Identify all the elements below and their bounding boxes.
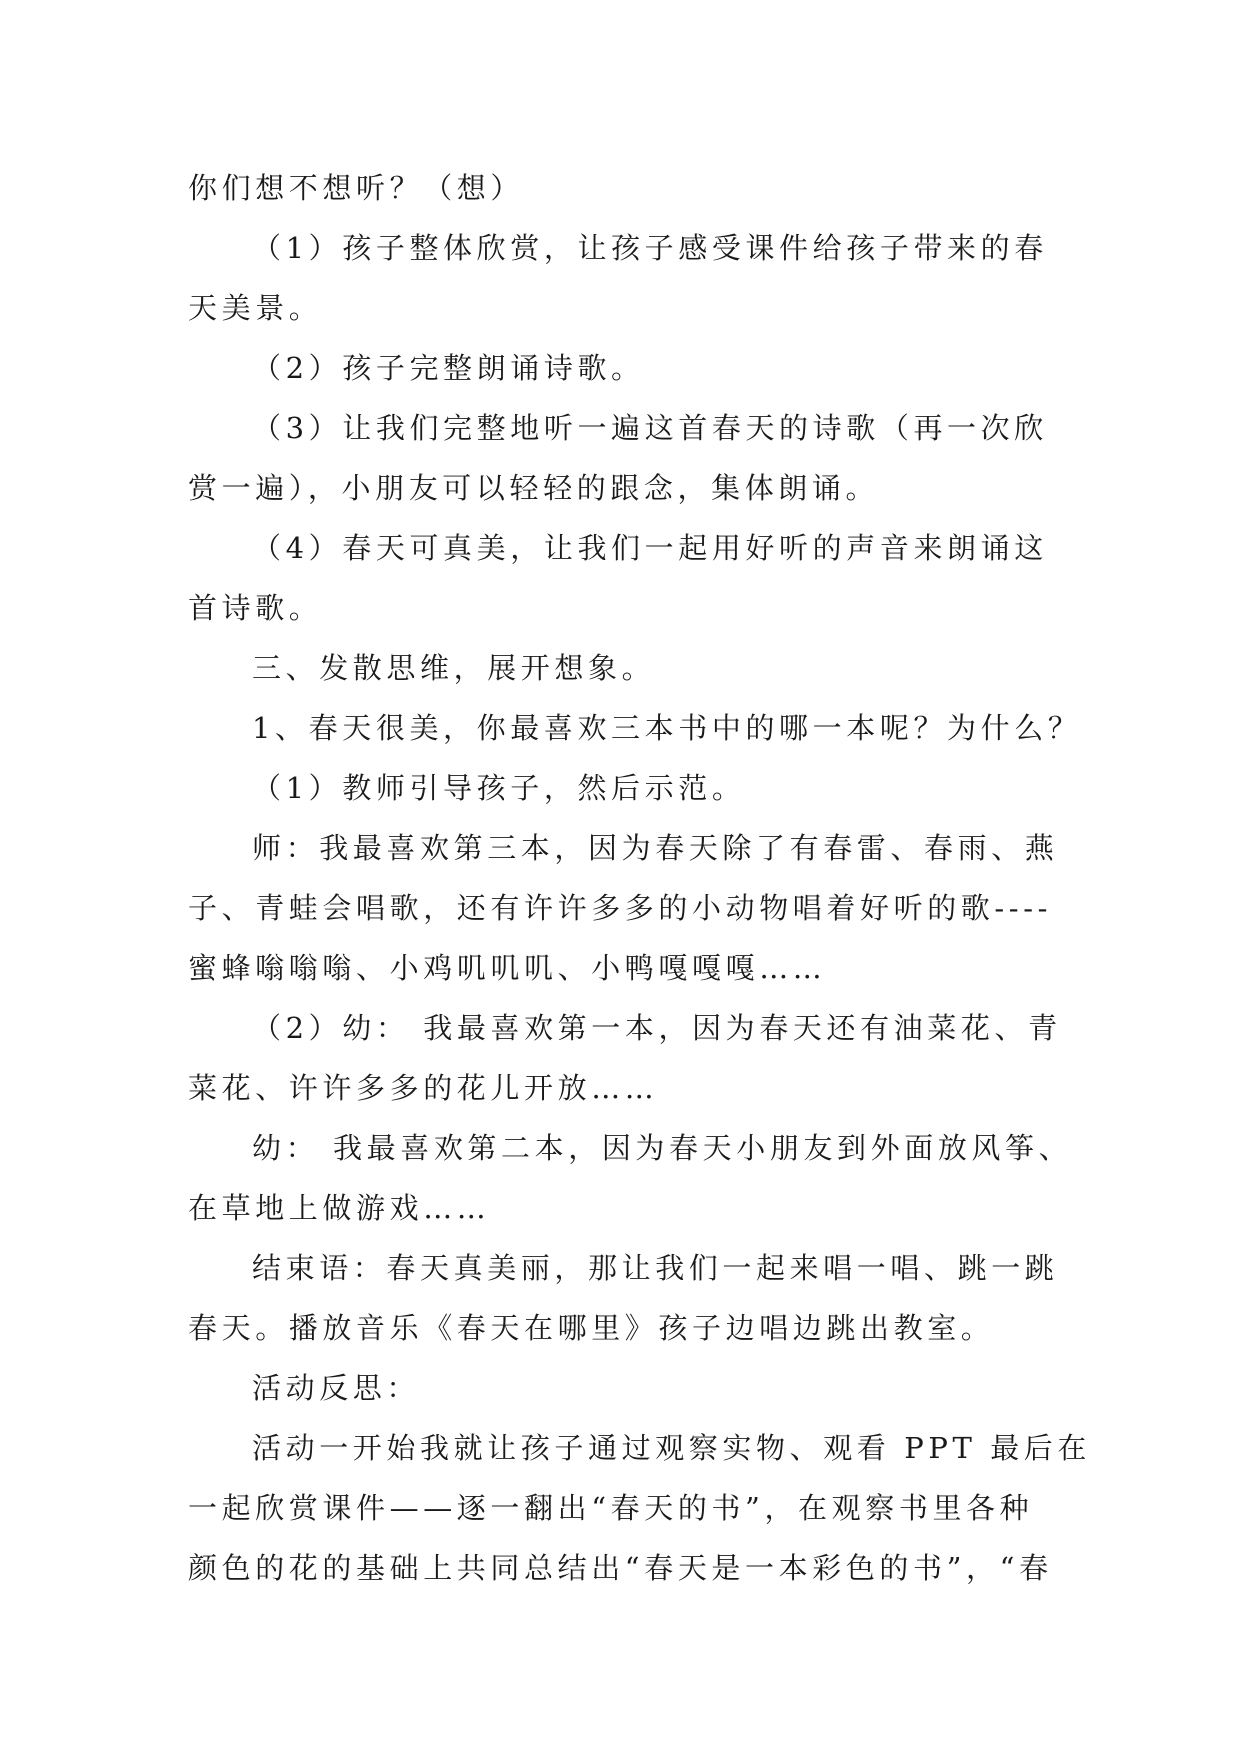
text-line: 颜色的花的基础上共同总结出“春天是一本彩色的书”，“春	[188, 1551, 1053, 1585]
text-line: （1）教师引导孩子，然后示范。	[252, 771, 746, 805]
text-line: 你们想不想听？（想）	[188, 171, 525, 205]
text-line: 幼： 我最喜欢第二本，因为春天小朋友到外面放风筝、	[252, 1131, 1073, 1165]
text-line: 春天。播放音乐《春天在哪里》孩子边唱边跳出教室。	[188, 1311, 995, 1345]
text-line: （3）让我们完整地听一遍这首春天的诗歌（再一次欣	[252, 411, 1048, 445]
text-line: 赏一遍），小朋友可以轻轻的跟念，集体朗诵。	[188, 471, 880, 505]
text-line: （4）春天可真美，让我们一起用好听的声音来朗诵这	[252, 531, 1048, 565]
text-line: 1、春天很美，你最喜欢三本书中的哪一本呢？为什么？	[252, 711, 1082, 745]
text-line: （2）幼： 我最喜欢第一本，因为春天还有油菜花、青	[252, 1011, 1062, 1045]
text-line: 结束语：春天真美丽，那让我们一起来唱一唱、跳一跳	[252, 1251, 1059, 1285]
text-line: （1）孩子整体欣赏，让孩子感受课件给孩子带来的春	[252, 231, 1048, 265]
section-heading: 三、发散思维，展开想象。	[252, 651, 656, 685]
text-line: 一起欣赏课件——逐一翻出“春天的书”，在观察书里各种	[188, 1491, 1034, 1525]
text-line: 在草地上做游戏……	[188, 1191, 491, 1225]
text-line: 菜花、许许多多的花儿开放……	[188, 1071, 659, 1105]
text-line: 天美景。	[188, 291, 323, 325]
text-line: 蜜蜂嗡嗡嗡、小鸡叽叽叽、小鸭嘎嘎嘎……	[188, 951, 827, 985]
text-line: 师：我最喜欢第三本，因为春天除了有春雷、春雨、燕	[252, 831, 1059, 865]
section-heading: 活动反思：	[252, 1371, 421, 1405]
document-body	[188, 158, 1092, 1598]
text-line: 首诗歌。	[188, 591, 323, 625]
text-line: 子、青蛙会唱歌，还有许许多多的小动物唱着好听的歌----	[188, 891, 1052, 925]
text-line: （2）孩子完整朗诵诗歌。	[252, 351, 645, 385]
text-line: 活动一开始我就让孩子通过观察实物、观看 PPT 最后在	[252, 1431, 1092, 1465]
